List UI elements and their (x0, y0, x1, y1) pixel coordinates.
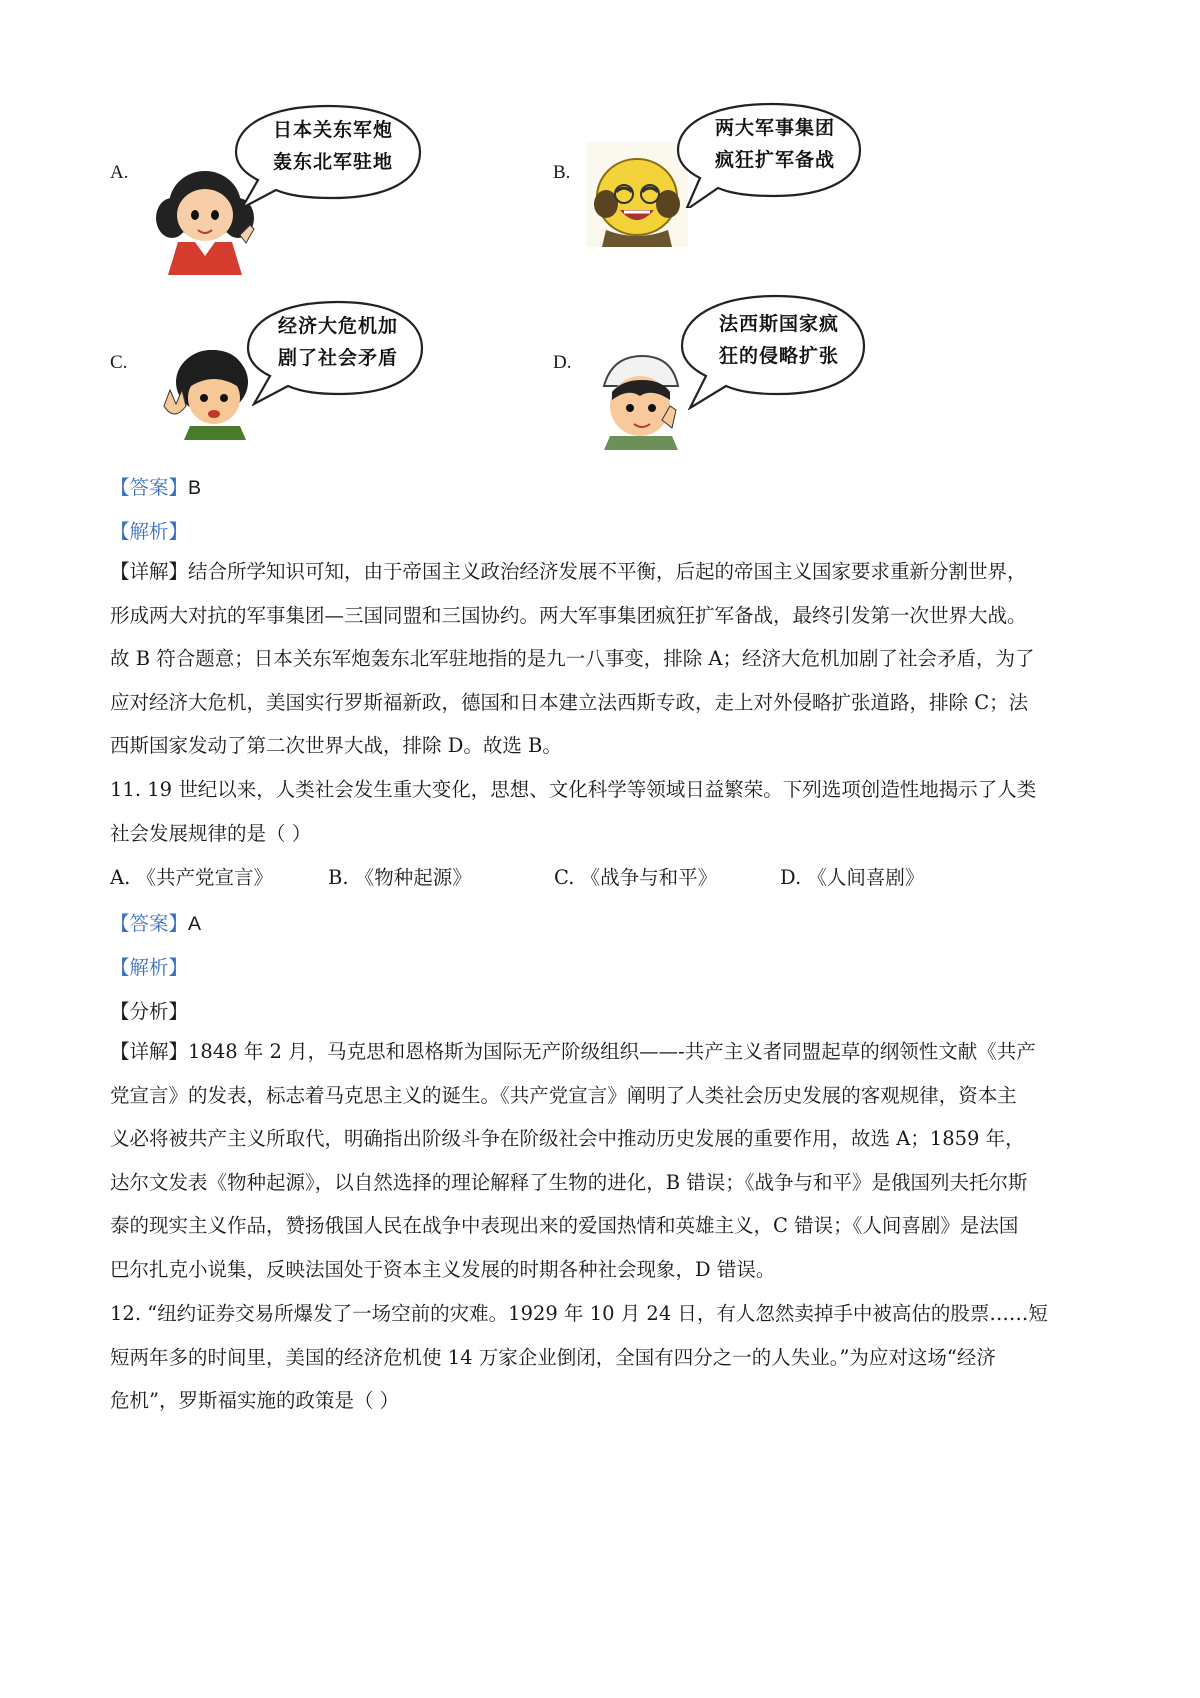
bubble-b-line-1: 两大军事集团 (714, 117, 835, 139)
bubble-c-line-1: 经济大危机加 (277, 315, 398, 337)
q11-answer-value: A (188, 913, 202, 935)
q12-stem-line: 危机”，罗斯福实施的政策是（ ） (110, 1389, 400, 1412)
q11-analysis-tag: 【解析】 (110, 956, 189, 979)
q11-stem (110, 768, 1100, 855)
option-a-letter: A. (110, 162, 129, 183)
q10-detail-paragraph (110, 550, 1100, 768)
option-b-letter: B. (553, 162, 571, 183)
q11-option-b: B. 《物种起源》 (328, 866, 472, 889)
q11-detail-line: 达尔文发表《物种起源》，以自然选择的理论解释了生物的进化，B 错误；《战争与和平》是俄国列夫托尔斯 (110, 1170, 1028, 1194)
q11-detail-paragraph (110, 1030, 1100, 1291)
q10-answer (110, 472, 201, 500)
q11-detail-line: 巴尔扎克小说集，反映法国处于资本主义发展的时期各种社会现象，D 错误。 (110, 1257, 776, 1281)
q10-detail-line: 西斯国家发动了第二次世界大战，排除 D。故选 B。 (110, 734, 562, 757)
bubble-d-line-1: 法西斯国家疯 (718, 313, 839, 335)
q11-option-c: C. 《战争与和平》 (554, 866, 718, 889)
q11-answer (110, 908, 201, 936)
q11-stem-line: 社会发展规律的是（ ） (110, 821, 312, 845)
bubble-a-line-2: 轰东北军驻地 (272, 151, 393, 173)
option-c-letter: C. (110, 352, 128, 373)
q12-stem-line: 12. “纽约证券交易所爆发了一场空前的灾难。1929 年 10 月 24 日，有人忽然卖掉手中被高估的股票……短 (110, 1302, 1048, 1325)
q11-detail-line: 党宣言》的发表，标志着马克思主义的诞生。《共产党宣言》阐明了人类社会历史发展的客观规律，资本主 (110, 1083, 1017, 1107)
q11-detail-line: 泰的现实主义作品，赞扬俄国人民在战争中表现出来的爱国热情和英雄主义，C 错误；《人间喜剧》是法国 (110, 1214, 1019, 1237)
q10-detail-line: 形成两大对抗的军事集团—三国同盟和三国协约。两大军事集团疯狂扩军备战，最终引发第一次世界大战。 (110, 603, 1027, 627)
q11-option-a: A. 《共产党宣言》 (110, 866, 273, 889)
q10-answer-tag: 【答案】 (110, 476, 189, 499)
q11-detail-line: 义必将被共产主义所取代，明确指出阶级斗争在阶级社会中推动历史发展的重要作用，故选 A；1859 年， (110, 1127, 1025, 1150)
bubble-a-line-1: 日本关东军炮 (272, 119, 393, 141)
q11-answer-tag: 【答案】 (110, 912, 189, 935)
q10-analysis-tag: 【解析】 (110, 520, 189, 543)
q10-detail-line: 故 B 符合题意；日本关东军炮轰东北军驻地指的是九一八事变，排除 A；经济大危机加剧了社会矛盾，为了 (110, 647, 1035, 670)
q12-stem-line: 短两年多的时间里，美国的经济危机使 14 万家企业倒闭，全国有四分之一的人失业。”为应对这场“经济 (110, 1345, 996, 1369)
q11-option-d: D. 《人间喜剧》 (780, 866, 925, 889)
q10-detail-line: 应对经济大危机，美国实行罗斯福新政，德国和日本建立法西斯专政，走上对外侵略扩张道路，排除 C；法 (110, 690, 1029, 714)
bubble-d-line-2: 狂的侵略扩张 (718, 345, 839, 367)
q10-detail-line: 【详解】结合所学知识可知，由于帝国主义政治经济发展不平衡，后起的帝国主义国家要求重新分割世界， (110, 560, 1027, 583)
bubble-b-line-2: 疯狂扩军备战 (714, 149, 835, 171)
q12-stem (110, 1292, 1100, 1423)
bubble-c-line-2: 剧了社会矛盾 (277, 347, 398, 369)
q10-answer-value: B (188, 477, 202, 499)
q11-stem-line: 11. 19 世纪以来，人类社会发生重大变化，思想、文化科学等领域日益繁荣。下列选项创造性地揭示了人类 (110, 778, 1037, 801)
q11-detail-line: 【详解】1848 年 2 月，马克思和恩格斯为国际无产阶级组织——-共产主义者同盟起草的纲领性文献《共产 (110, 1040, 1036, 1063)
option-d-letter: D. (553, 352, 572, 373)
q11-analyze-tag: 【分析】 (110, 1000, 189, 1023)
